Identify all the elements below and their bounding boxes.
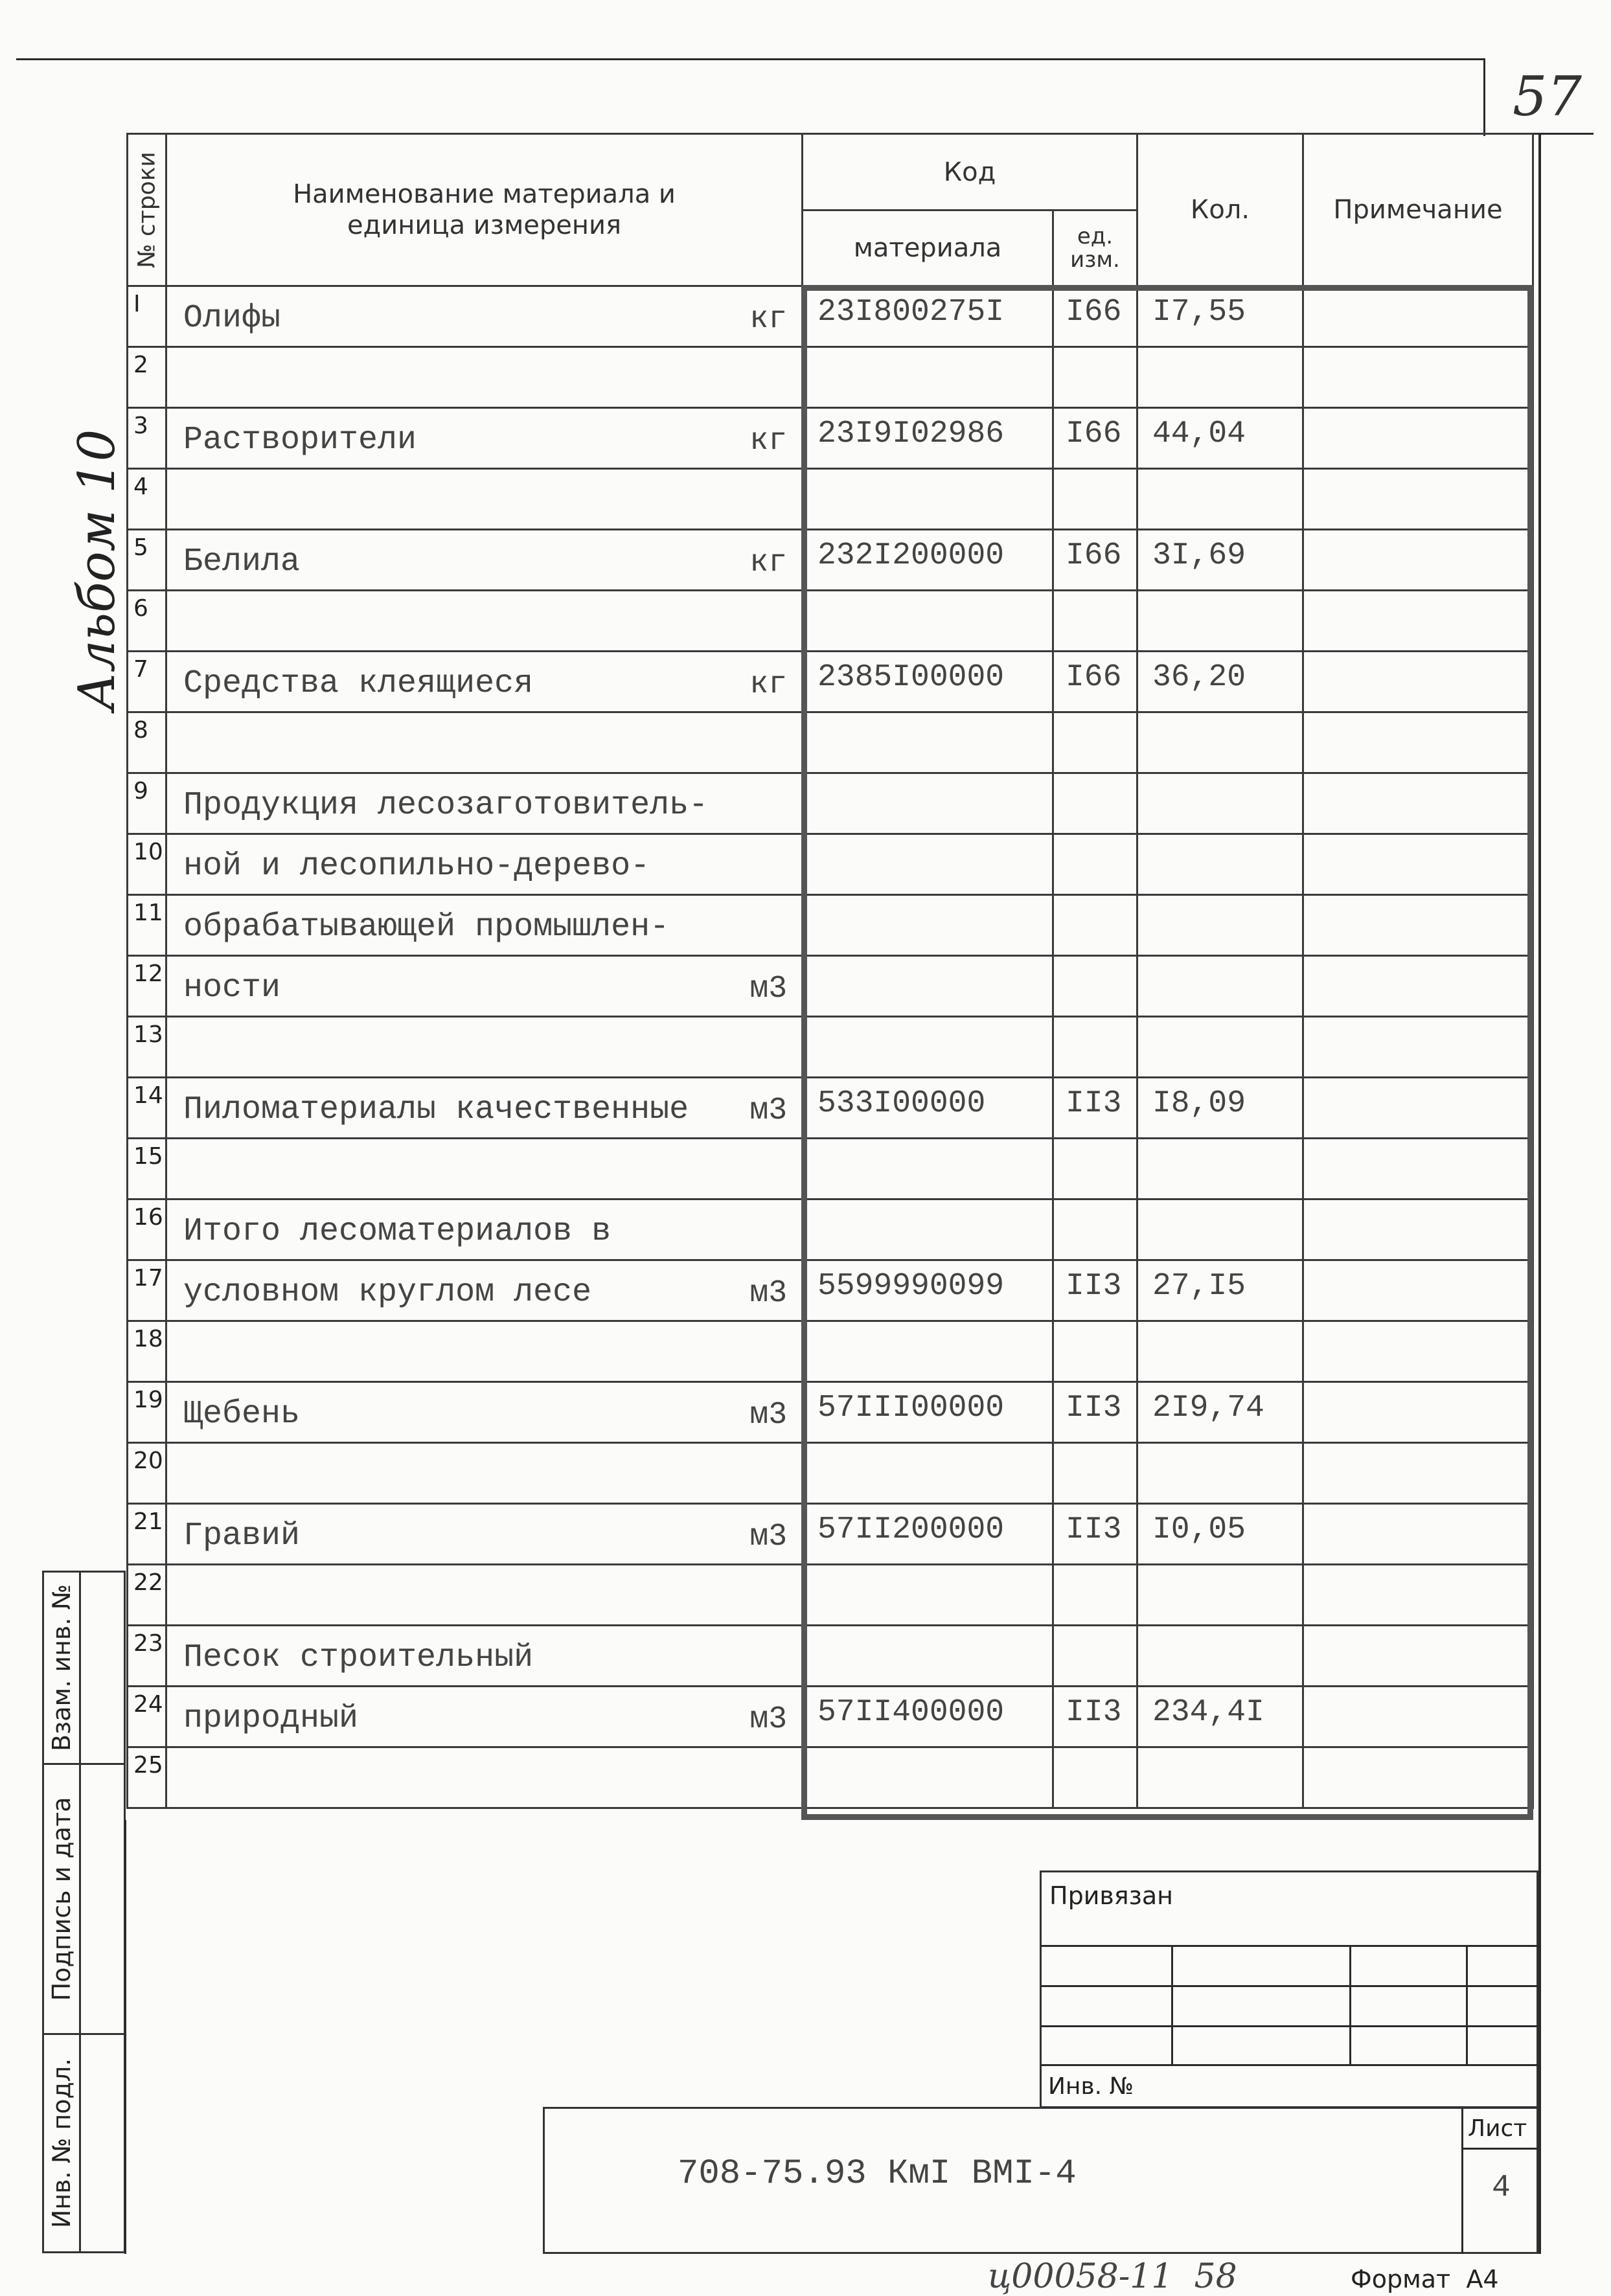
material-name-cell xyxy=(166,1565,803,1626)
material-code xyxy=(803,1321,1053,1382)
quantity: 27,I5 xyxy=(1137,1260,1303,1321)
material-name: Олифы xyxy=(183,300,281,337)
table-row xyxy=(128,1260,1533,1321)
quantity: 44,04 xyxy=(1137,408,1303,469)
note xyxy=(1303,1565,1533,1626)
unit-code xyxy=(1053,895,1137,956)
unit-code xyxy=(1053,469,1137,530)
material-name-cell xyxy=(166,773,803,834)
table-row xyxy=(128,652,1533,712)
row-number: 19 xyxy=(128,1382,166,1443)
material-code xyxy=(803,773,1053,834)
table-row xyxy=(128,1687,1533,1747)
unit-code xyxy=(1053,1443,1137,1504)
stamp-podpis-data: Подпись и дата xyxy=(42,1763,81,2035)
stamp-inv-podl-value xyxy=(79,2033,126,2253)
material-name-cell xyxy=(166,408,803,469)
material-name-cell xyxy=(166,347,803,408)
unit-code: I66 xyxy=(1053,652,1137,712)
table-row xyxy=(128,1139,1533,1199)
row-number: 17 xyxy=(128,1260,166,1321)
unit-code xyxy=(1053,1747,1137,1808)
table-row xyxy=(128,895,1533,956)
quantity xyxy=(1137,1321,1303,1382)
row-number: 24 xyxy=(128,1687,166,1747)
material-code xyxy=(803,469,1053,530)
note xyxy=(1303,1382,1533,1443)
unit-label: м3 xyxy=(749,1519,787,1554)
material-code xyxy=(803,1139,1053,1199)
material-name: обрабатывающей промышлен- xyxy=(183,909,670,946)
material-name-cell xyxy=(166,1260,803,1321)
material-name: Растворители xyxy=(183,422,417,459)
unit-label: кг xyxy=(749,545,787,580)
material-code: 57III00000 xyxy=(803,1382,1053,1443)
header-name: Наименование материала и единица измерения xyxy=(166,134,803,286)
note xyxy=(1303,469,1533,530)
row-number: 16 xyxy=(128,1199,166,1260)
row-number: 12 xyxy=(128,956,166,1017)
material-code: 232I200000 xyxy=(803,530,1053,591)
quantity xyxy=(1137,1017,1303,1078)
note xyxy=(1303,286,1533,347)
material-name: Белила xyxy=(183,543,301,580)
quantity xyxy=(1137,347,1303,408)
quantity: I0,05 xyxy=(1137,1504,1303,1565)
table-row xyxy=(128,834,1533,895)
table-row xyxy=(128,1747,1533,1808)
row-number: 6 xyxy=(128,591,166,652)
row-number: 13 xyxy=(128,1017,166,1078)
note xyxy=(1303,1504,1533,1565)
header-unit: ед. изм. xyxy=(1053,210,1137,286)
unit-code: I66 xyxy=(1053,408,1137,469)
quantity: I7,55 xyxy=(1137,286,1303,347)
unit-code xyxy=(1053,1626,1137,1687)
unit-code xyxy=(1053,591,1137,652)
note xyxy=(1303,1747,1533,1808)
unit-label: м3 xyxy=(749,1093,787,1128)
material-name-cell xyxy=(166,1382,803,1443)
unit-label: м3 xyxy=(749,1398,787,1433)
inv-no-label: Инв. № xyxy=(1048,2073,1134,2100)
material-code: 57II400000 xyxy=(803,1687,1053,1747)
note xyxy=(1303,773,1533,834)
material-code xyxy=(803,591,1053,652)
privyazan-label: Привязан xyxy=(1049,1881,1173,1910)
row-number: 8 xyxy=(128,712,166,773)
material-name-cell xyxy=(166,469,803,530)
material-name-cell xyxy=(166,1017,803,1078)
stamp-vzam-inv: Взам. инв. № xyxy=(42,1571,81,1765)
material-name-cell xyxy=(166,1199,803,1260)
row-number: I xyxy=(128,286,166,347)
row-number: 14 xyxy=(128,1078,166,1139)
quantity xyxy=(1137,712,1303,773)
material-code: 23I800275I xyxy=(803,286,1053,347)
row-number: 11 xyxy=(128,895,166,956)
note xyxy=(1303,652,1533,712)
quantity: 3I,69 xyxy=(1137,530,1303,591)
unit-code xyxy=(1053,1321,1137,1382)
table-row xyxy=(128,1078,1533,1139)
unit-label: м3 xyxy=(749,1276,787,1311)
album-label: Альбом 10 xyxy=(68,429,126,711)
privyazan-block xyxy=(1040,1870,1538,2108)
material-name: Щебень xyxy=(183,1396,301,1433)
material-name-cell xyxy=(166,530,803,591)
material-code xyxy=(803,712,1053,773)
header-code: Код xyxy=(803,134,1137,210)
format-label: Формат А4 xyxy=(1351,2265,1499,2293)
row-number: 22 xyxy=(128,1565,166,1626)
table-row xyxy=(128,408,1533,469)
quantity xyxy=(1137,773,1303,834)
material-name: Пиломатериалы качественные xyxy=(183,1091,689,1128)
material-code: 57II200000 xyxy=(803,1504,1053,1565)
quantity xyxy=(1137,1747,1303,1808)
note xyxy=(1303,1017,1533,1078)
table-row xyxy=(128,712,1533,773)
material-code xyxy=(803,1626,1053,1687)
row-number: 5 xyxy=(128,530,166,591)
row-number: 15 xyxy=(128,1139,166,1199)
material-code xyxy=(803,956,1053,1017)
material-name: Продукция лесозаготовитель- xyxy=(183,787,709,824)
note xyxy=(1303,408,1533,469)
quantity xyxy=(1137,895,1303,956)
quantity xyxy=(1137,834,1303,895)
quantity: 234,4I xyxy=(1137,1687,1303,1747)
row-number: 21 xyxy=(128,1504,166,1565)
unit-label: кг xyxy=(749,667,787,702)
material-name-cell xyxy=(166,834,803,895)
material-name-cell xyxy=(166,652,803,712)
material-name-cell xyxy=(166,1747,803,1808)
unit-code: II3 xyxy=(1053,1078,1137,1139)
unit-code xyxy=(1053,1139,1137,1199)
unit-code: II3 xyxy=(1053,1382,1137,1443)
table-row xyxy=(128,1504,1533,1565)
material-name: Песок строительный xyxy=(183,1639,534,1676)
unit-code xyxy=(1053,1199,1137,1260)
unit-label: м3 xyxy=(749,1702,787,1737)
stamp-vzam-inv-value xyxy=(79,1571,126,1765)
quantity xyxy=(1137,1626,1303,1687)
unit-code: I66 xyxy=(1053,530,1137,591)
material-name: условном круглом лесе xyxy=(183,1274,592,1311)
drawing-designation: 708-75.93 КмI ВМI-4 xyxy=(678,2154,1077,2194)
material-name-cell xyxy=(166,895,803,956)
material-name-cell xyxy=(166,286,803,347)
table-row xyxy=(128,1382,1533,1443)
handwritten-code: ц00058-11 58 xyxy=(988,2257,1237,2296)
stamp-inv-podl: Инв. № подл. xyxy=(42,2033,81,2253)
unit-code xyxy=(1053,712,1137,773)
note xyxy=(1303,1443,1533,1504)
header-note: Примечание xyxy=(1303,134,1533,286)
material-name: Итого лесоматериалов в xyxy=(183,1213,611,1250)
material-name-cell xyxy=(166,1078,803,1139)
note xyxy=(1303,895,1533,956)
material-name-cell xyxy=(166,1504,803,1565)
table-row xyxy=(128,286,1533,347)
table-row xyxy=(128,1443,1533,1504)
quantity xyxy=(1137,1199,1303,1260)
header-row-number: № строки xyxy=(128,134,166,286)
table-row xyxy=(128,956,1533,1017)
material-name-cell xyxy=(166,1626,803,1687)
material-code xyxy=(803,1443,1053,1504)
table-row xyxy=(128,1565,1533,1626)
stamp-podpis-data-value xyxy=(79,1763,126,2035)
note xyxy=(1303,1199,1533,1260)
material-code: 533I00000 xyxy=(803,1078,1053,1139)
table-row xyxy=(128,773,1533,834)
table-row xyxy=(128,591,1533,652)
material-name-cell xyxy=(166,956,803,1017)
quantity xyxy=(1137,469,1303,530)
material-code xyxy=(803,834,1053,895)
note xyxy=(1303,956,1533,1017)
header-material: материала xyxy=(803,210,1053,286)
row-number: 9 xyxy=(128,773,166,834)
note xyxy=(1303,1139,1533,1199)
unit-code xyxy=(1053,347,1137,408)
unit-code xyxy=(1053,773,1137,834)
material-name: природный xyxy=(183,1700,359,1737)
material-name-cell xyxy=(166,712,803,773)
material-code xyxy=(803,347,1053,408)
material-code: 23I9I02986 xyxy=(803,408,1053,469)
row-number: 10 xyxy=(128,834,166,895)
material-name-cell xyxy=(166,1139,803,1199)
note xyxy=(1303,591,1533,652)
row-number: 2 xyxy=(128,347,166,408)
material-code xyxy=(803,1565,1053,1626)
note xyxy=(1303,1078,1533,1139)
material-name-cell xyxy=(166,1443,803,1504)
note xyxy=(1303,347,1533,408)
quantity xyxy=(1137,956,1303,1017)
row-number: 20 xyxy=(128,1443,166,1504)
material-name: ности xyxy=(183,970,281,1006)
material-name: Средства клеящиеся xyxy=(183,665,534,702)
row-number: 7 xyxy=(128,652,166,712)
table-row xyxy=(128,1199,1533,1260)
material-code xyxy=(803,1199,1053,1260)
row-number: 4 xyxy=(128,469,166,530)
material-name: ной и лесопильно-дерево- xyxy=(183,848,650,885)
sheet-label: Лист xyxy=(1468,2115,1527,2142)
unit-code: I66 xyxy=(1053,286,1137,347)
unit-code: II3 xyxy=(1053,1260,1137,1321)
note xyxy=(1303,1687,1533,1747)
unit-code: II3 xyxy=(1053,1687,1137,1747)
note xyxy=(1303,834,1533,895)
note xyxy=(1303,530,1533,591)
row-number: 18 xyxy=(128,1321,166,1382)
material-code xyxy=(803,1017,1053,1078)
quantity: 2I9,74 xyxy=(1137,1382,1303,1443)
table-row xyxy=(128,1626,1533,1687)
table-row xyxy=(128,347,1533,408)
quantity xyxy=(1137,1565,1303,1626)
unit-code: II3 xyxy=(1053,1504,1137,1565)
note xyxy=(1303,1321,1533,1382)
designation-block xyxy=(543,2107,1538,2254)
unit-label: м3 xyxy=(749,972,787,1006)
material-name-cell xyxy=(166,1687,803,1747)
quantity: 36,20 xyxy=(1137,652,1303,712)
quantity xyxy=(1137,1443,1303,1504)
quantity xyxy=(1137,1139,1303,1199)
page-number: 57 xyxy=(1513,65,1582,128)
unit-code xyxy=(1053,1017,1137,1078)
material-code xyxy=(803,895,1053,956)
quantity xyxy=(1137,591,1303,652)
row-number: 3 xyxy=(128,408,166,469)
row-number: 25 xyxy=(128,1747,166,1808)
unit-label: кг xyxy=(749,424,787,459)
note xyxy=(1303,1260,1533,1321)
row-number: 23 xyxy=(128,1626,166,1687)
table-row xyxy=(128,469,1533,530)
material-code xyxy=(803,1747,1053,1808)
material-name-cell xyxy=(166,1321,803,1382)
quantity: I8,09 xyxy=(1137,1078,1303,1139)
unit-code xyxy=(1053,834,1137,895)
unit-label: кг xyxy=(749,302,787,337)
unit-code xyxy=(1053,956,1137,1017)
table-row xyxy=(128,1017,1533,1078)
material-code: 5599990099 xyxy=(803,1260,1053,1321)
table-row xyxy=(128,530,1533,591)
unit-code xyxy=(1053,1565,1137,1626)
material-name-cell xyxy=(166,591,803,652)
header-qty: Кол. xyxy=(1137,134,1303,286)
materials-table xyxy=(126,133,1534,1809)
material-name: Гравий xyxy=(183,1517,301,1554)
table-row xyxy=(128,1321,1533,1382)
material-code: 2385I00000 xyxy=(803,652,1053,712)
note xyxy=(1303,1626,1533,1687)
note xyxy=(1303,712,1533,773)
sheet-number: 4 xyxy=(1492,2170,1511,2205)
